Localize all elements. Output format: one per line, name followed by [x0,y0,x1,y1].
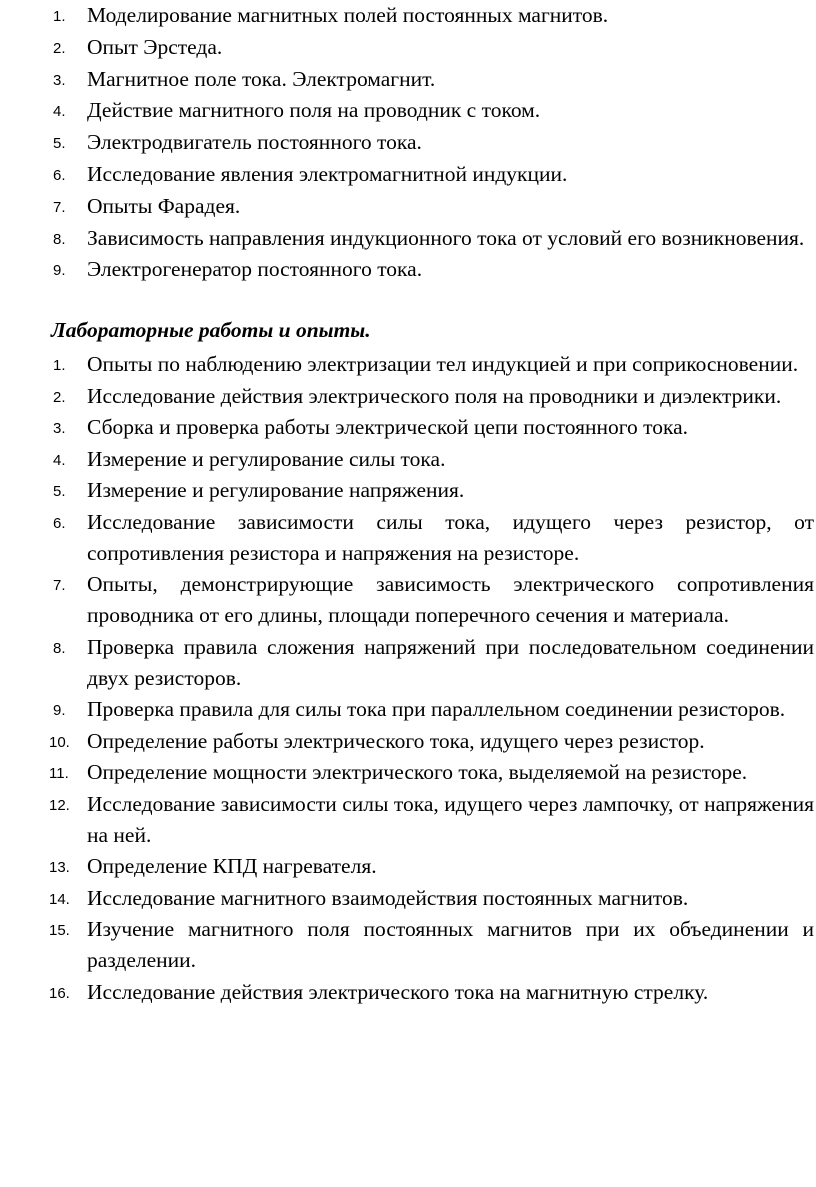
item-number: 7. [53,198,66,216]
list-item [0,569,816,631]
item-number: 15. [49,922,70,939]
item-text: Электрогенератор постоянного тока. [87,257,423,282]
item-text: Опыты по наблюдению электризации тел индукцией и при соприкосновении. [87,352,799,376]
item-number: 10. [49,733,70,751]
item-text: Опыты Фарадея. [87,193,241,218]
item-text: Действие магнитного поля на проводник с током. [87,98,541,123]
item-number: 13. [49,859,70,876]
list-item [0,223,816,254]
list-item [0,412,816,443]
experiments-list [0,0,816,286]
item-number: 6. [53,166,66,184]
item-text: Исследование зависимости силы тока, идущего через лампочку, от напряжения на ней. [87,791,814,847]
list-item [0,694,816,725]
section-heading: Лабораторные работы и опыты. [51,318,371,342]
list-item [0,475,816,506]
item-text: Электродвигатель постоянного тока. [87,130,422,155]
item-text: Проверка правила для силы тока при параллельном соединении резисторов. [87,697,786,721]
item-number: 3. [53,420,66,437]
item-number: 5. [53,483,66,500]
list-item [0,32,816,63]
item-text: Исследование зависимости силы тока, идущего через резистор, от сопротивления резистора и напряжения на резисторе. [87,509,814,565]
list-item [0,632,816,694]
item-text: Зависимость направления индукционного тока от условий его возникновения. [87,225,805,250]
list-item [0,127,816,158]
item-text: Исследование явления электромагнитной индукции. [87,161,568,186]
list-item [0,883,816,914]
list-item [0,444,816,475]
item-text: Опыты, демонстрирующие зависимость электрического сопротивления проводника от его длины, площади поперечного сечения и материала. [87,572,814,627]
item-number: 12. [49,796,70,814]
item-text: Изучение магнитного поля постоянных магнитов при их объединении и разделении. [87,917,814,972]
item-text: Проверка правила сложения напряжений при последовательном соединении двух резисторов. [87,634,814,690]
item-number: 11. [49,765,69,782]
list-item [0,789,816,851]
list-item [0,349,816,380]
item-number: 8. [53,639,66,657]
list-item [0,191,816,222]
item-text: Моделирование магнитных полей постоянных магнитов. [87,3,609,27]
item-text: Опыт Эрстеда. [87,34,223,59]
item-text: Определение КПД нагревателя. [87,854,377,878]
item-number: 4. [53,103,66,121]
item-number: 7. [53,577,66,594]
item-number: 2. [53,388,66,406]
item-number: 5. [53,135,66,153]
item-number: 9. [53,702,66,719]
item-number: 1. [53,8,66,25]
item-number: 14. [49,890,70,908]
list-item [0,95,816,126]
list-item [0,0,816,31]
lab-works-list [0,349,816,1008]
list-item [0,914,816,976]
item-text: Определение работы электрического тока, идущего через резистор. [87,728,705,753]
item-number: 3. [53,71,66,89]
item-number: 16. [49,984,70,1002]
item-text: Сборка и проверка работы электрической цепи постоянного тока. [87,415,689,439]
item-text: Определение мощности электрического тока, выделяемой на резисторе. [87,760,748,784]
item-text: Магнитное поле тока. Электромагнит. [87,66,436,91]
list-item [0,159,816,190]
item-text: Исследование действия электрического тока на магнитную стрелку. [87,979,709,1004]
list-item [0,64,816,95]
item-number: 4. [53,451,66,469]
list-item [0,851,816,882]
list-item [0,977,816,1008]
item-number: 2. [53,39,66,57]
list-item [0,381,816,412]
item-number: 9. [53,262,66,280]
item-text: Исследование действия электрического поля на проводники и диэлектрики. [87,383,782,408]
list-item [0,726,816,757]
item-number: 1. [53,357,66,374]
item-text: Измерение и регулирование силы тока. [87,446,446,471]
list-item [0,757,816,788]
list-item [0,507,816,569]
list-item [0,254,816,285]
item-number: 6. [53,514,66,532]
item-number: 8. [53,230,66,248]
item-text: Исследование магнитного взаимодействия постоянных магнитов. [87,885,689,910]
item-text: Измерение и регулирование напряжения. [87,478,465,502]
